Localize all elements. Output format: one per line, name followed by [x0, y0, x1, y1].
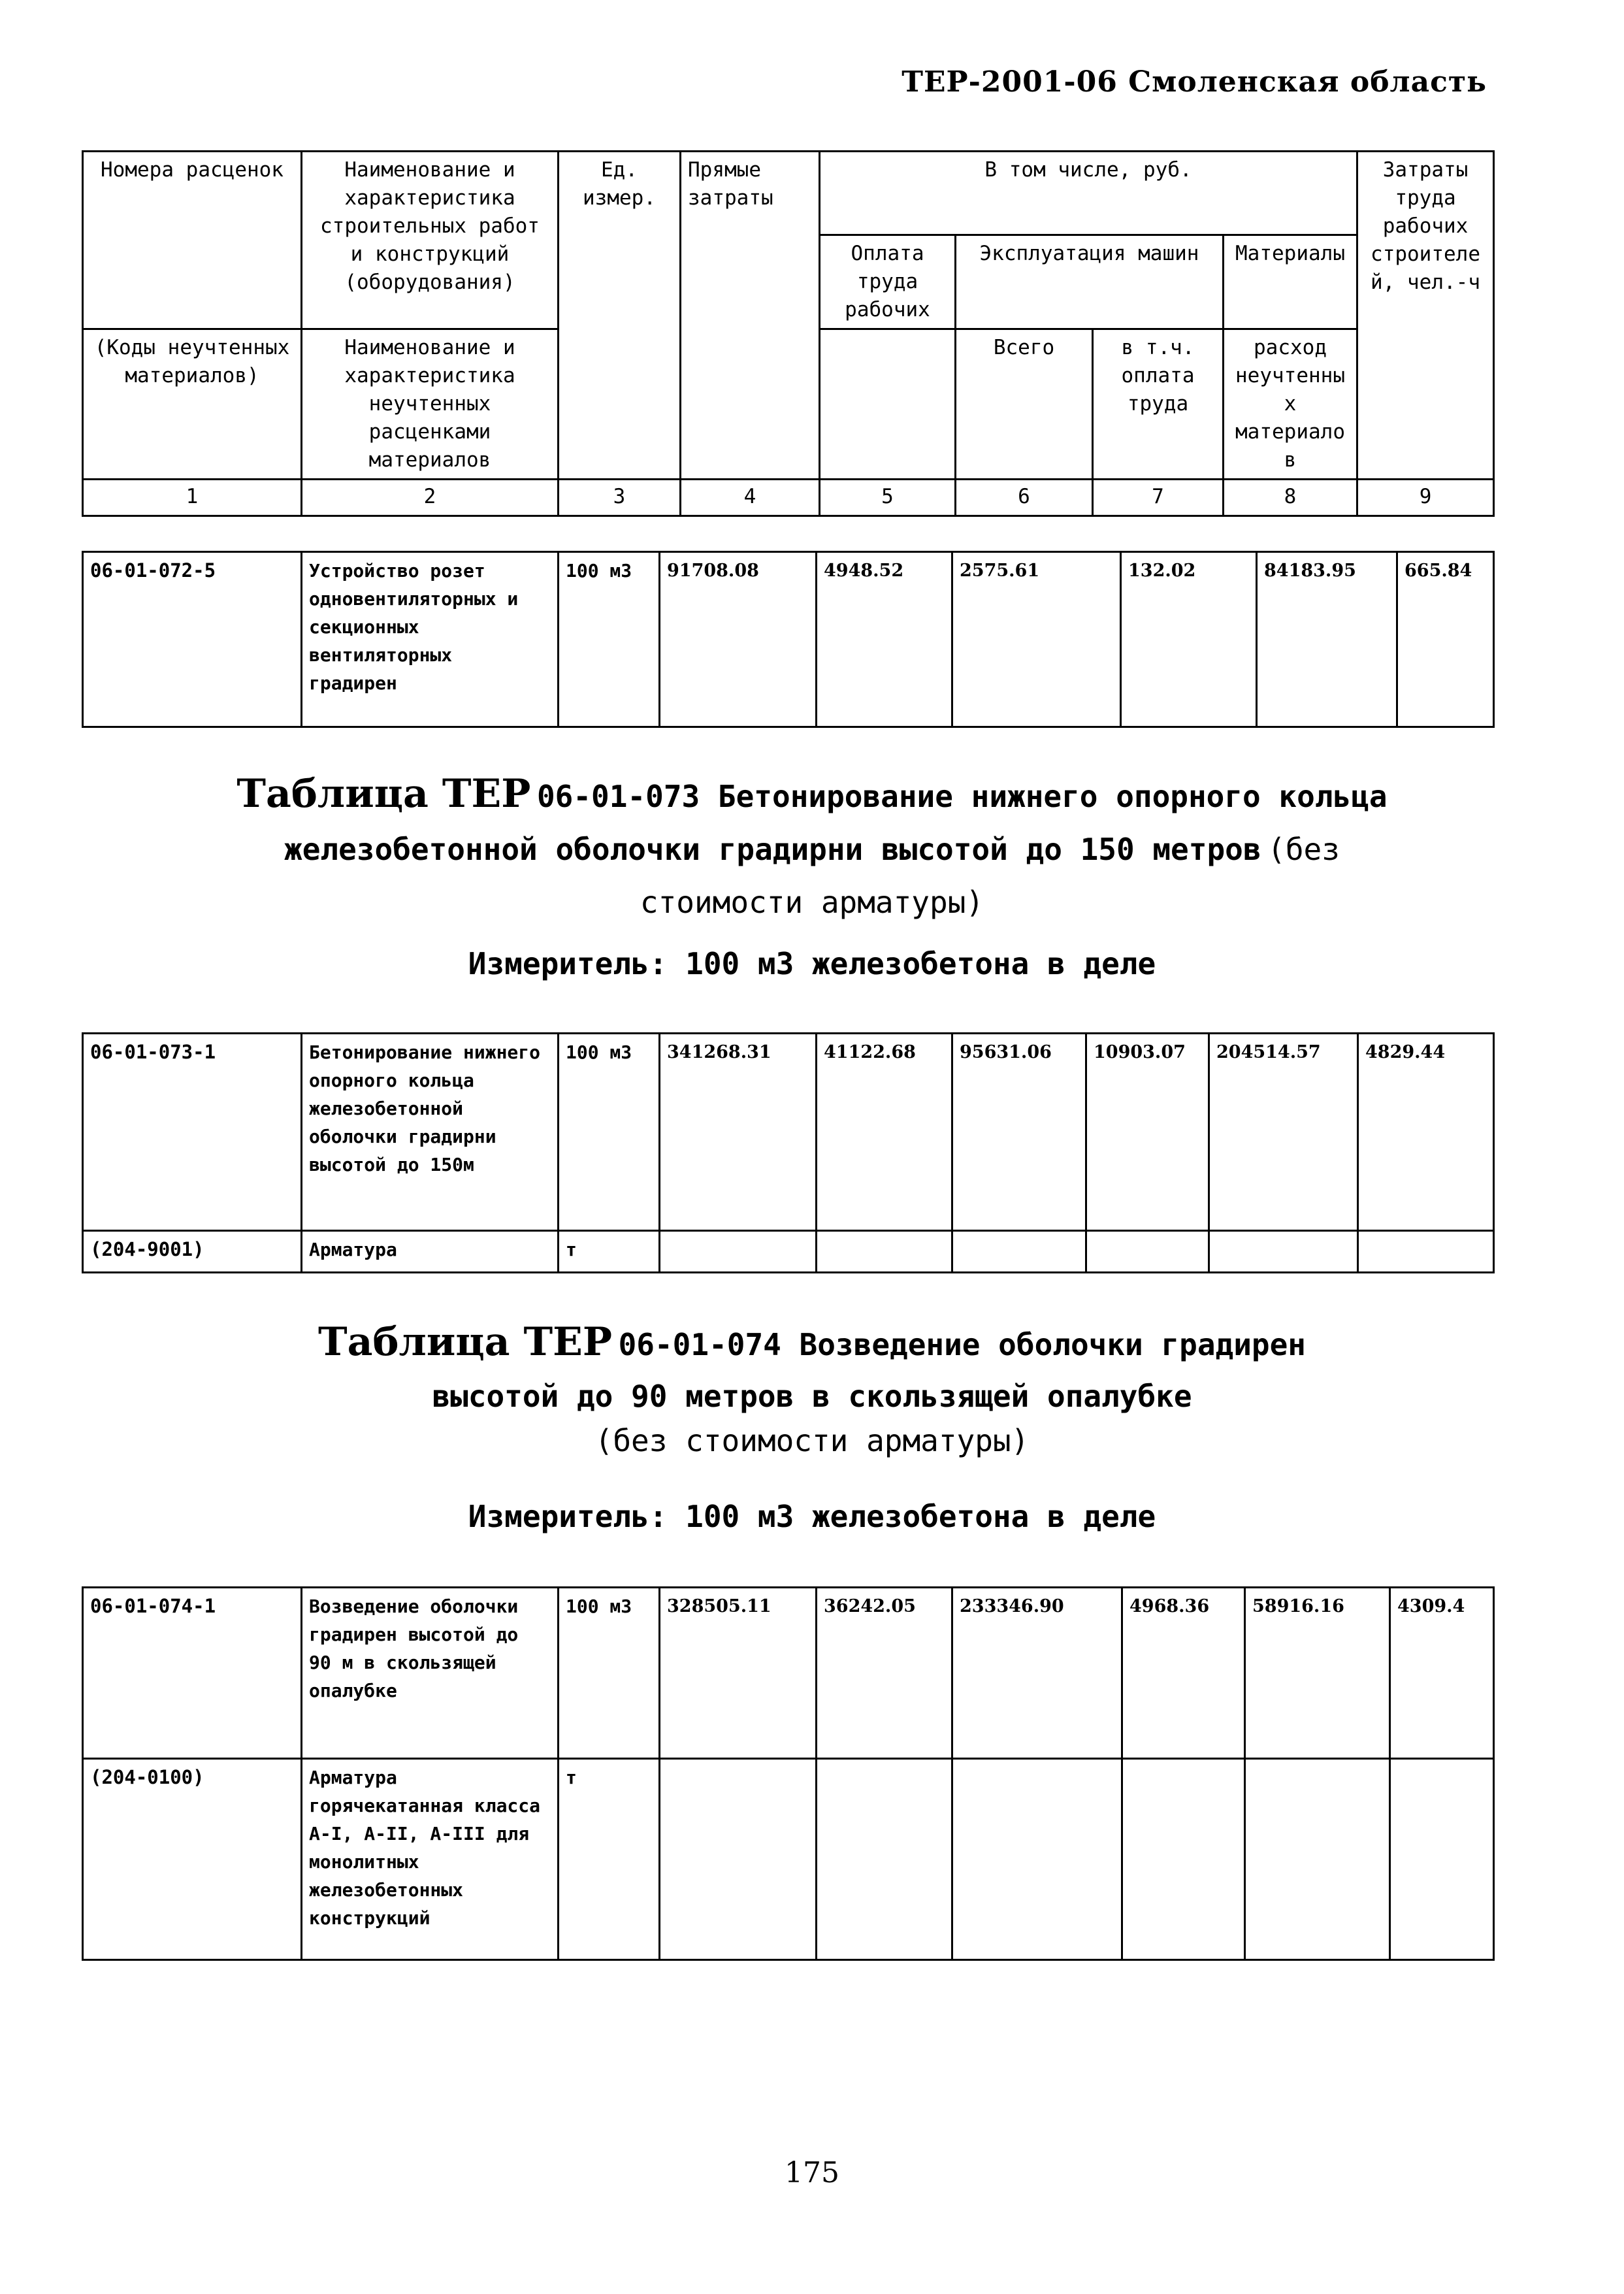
direct-costs: 341268.31: [660, 1034, 817, 1231]
machines-pay: 10903.07: [1086, 1034, 1209, 1231]
header-worker-pay: Оплата труда рабочих: [820, 235, 956, 329]
machines-total: [952, 1231, 1086, 1273]
rate-code: 06-01-074-1: [83, 1588, 302, 1759]
worker-pay: [817, 1231, 952, 1273]
worker-pay: 36242.05: [817, 1588, 952, 1759]
section-073-title: [0, 771, 1624, 932]
header-unaccounted-consumption: расход неучтенных материалов: [1224, 329, 1357, 480]
machines-pay: 4968.36: [1122, 1588, 1245, 1759]
section-074-title: [0, 1320, 1624, 1463]
running-title: ТЕР-2001-06 Смоленская область: [901, 65, 1487, 99]
materials-cost: 84183.95: [1257, 552, 1397, 727]
page-number: 175: [785, 2156, 839, 2189]
header-including: В том числе, руб.: [820, 152, 1357, 235]
rate-name: Возведение оболочки градирен высотой до 90 м в скользящей опалубке: [302, 1588, 559, 1759]
table-row: [83, 1034, 1494, 1231]
machines-total: 2575.61: [952, 552, 1121, 727]
rate-unit: 100 м3: [559, 552, 660, 727]
rate-unit: 100 м3: [559, 1034, 660, 1231]
col-number: 9: [1357, 480, 1494, 516]
worker-pay: 4948.52: [817, 552, 952, 727]
header-direct-costs: Прямые затраты: [681, 152, 820, 480]
table-row: [83, 1759, 1494, 1960]
materials-cost: 204514.57: [1209, 1034, 1358, 1231]
rate-code: 06-01-072-5: [83, 552, 302, 727]
header-rates-number: Номера расценок: [83, 152, 302, 329]
header-labor-costs: Затраты труда рабочих строителей, чел.-ч: [1357, 152, 1494, 480]
table-074: [82, 1586, 1495, 1961]
machines-pay: 132.02: [1121, 552, 1257, 727]
labor-costs: [1358, 1231, 1494, 1273]
labor-costs: 4309.4: [1390, 1588, 1494, 1759]
col-number: 1: [83, 480, 302, 516]
title-prefix: Таблица ТЕР: [318, 1319, 612, 1365]
header-unit: Ед. измер.: [559, 152, 681, 480]
direct-costs: [660, 1231, 817, 1273]
header-materials: Материалы: [1224, 235, 1357, 329]
title-text: 06-01-073 Бетонирование нижнего опорного кольца железобетонной оболочки градирни высотой до 150 метров: [284, 779, 1388, 867]
table-row: [83, 1231, 1494, 1273]
direct-costs: 91708.08: [660, 552, 817, 727]
rate-name: Бетонирование нижнего опорного кольца железобетонной оболочки градирни высотой до 150м: [302, 1034, 559, 1231]
title-prefix: Таблица ТЕР: [236, 771, 531, 817]
material-code: (204-9001): [83, 1231, 302, 1273]
section-073-measure: Измеритель: 100 м3 железобетона в деле: [468, 946, 1156, 981]
table-row: [83, 552, 1494, 727]
material-code: (204-0100): [83, 1759, 302, 1960]
col-number: 3: [559, 480, 681, 516]
machines-pay: [1086, 1231, 1209, 1273]
worker-pay: [817, 1759, 952, 1960]
table-073: [82, 1032, 1495, 1273]
table-072: [82, 551, 1495, 728]
table-row: [83, 1588, 1494, 1759]
header-materials-codes: (Коды неучтенных материалов): [83, 329, 302, 480]
col-number: 5: [820, 480, 956, 516]
header-materials-name: Наименование и характеристика неучтенных расценками материалов: [302, 329, 559, 480]
header-incl-pay: в т.ч. оплата труда: [1093, 329, 1224, 480]
material-name: Арматура: [302, 1231, 559, 1273]
header-work-name: Наименование и характеристика строительных работ и конструкций (оборудования): [302, 152, 559, 329]
header-total: Всего: [956, 329, 1093, 480]
direct-costs: [660, 1759, 817, 1960]
title-note: (без стоимости арматуры): [640, 832, 1340, 920]
column-header-table: [82, 150, 1495, 517]
rate-code: 06-01-073-1: [83, 1034, 302, 1231]
labor-costs: 4829.44: [1358, 1034, 1494, 1231]
header-machine-operation: Эксплуатация машин: [956, 235, 1224, 329]
materials-cost: [1209, 1231, 1358, 1273]
labor-costs: [1390, 1759, 1494, 1960]
direct-costs: 328505.11: [660, 1588, 817, 1759]
col-number: 4: [681, 480, 820, 516]
material-unit: т: [559, 1759, 660, 1960]
material-name: Арматура горячекатанная класса А-I, А-II, А-III для монолитных железобетонных конструкций: [302, 1759, 559, 1960]
materials-cost: [1245, 1759, 1390, 1960]
col-number: 7: [1093, 480, 1224, 516]
machines-total: [952, 1759, 1122, 1960]
col-number: 2: [302, 480, 559, 516]
title-text-line2: высотой до 90 метров в скользящей опалубке: [432, 1379, 1192, 1414]
col-number: 6: [956, 480, 1093, 516]
worker-pay: 41122.68: [817, 1034, 952, 1231]
materials-cost: 58916.16: [1245, 1588, 1390, 1759]
title-note: (без стоимости арматуры): [594, 1423, 1030, 1458]
col-number: 8: [1224, 480, 1357, 516]
section-074-measure: Измеритель: 100 м3 железобетона в деле: [468, 1499, 1156, 1534]
machines-pay: [1122, 1759, 1245, 1960]
rate-name: Устройство розет одновентиляторных и секционных вентиляторных градирен: [302, 552, 559, 727]
title-text: 06-01-074 Возведение оболочки градирен: [618, 1327, 1306, 1362]
machines-total: 95631.06: [952, 1034, 1086, 1231]
labor-costs: 665.84: [1397, 552, 1494, 727]
material-unit: т: [559, 1231, 660, 1273]
machines-total: 233346.90: [952, 1588, 1122, 1759]
rate-unit: 100 м3: [559, 1588, 660, 1759]
